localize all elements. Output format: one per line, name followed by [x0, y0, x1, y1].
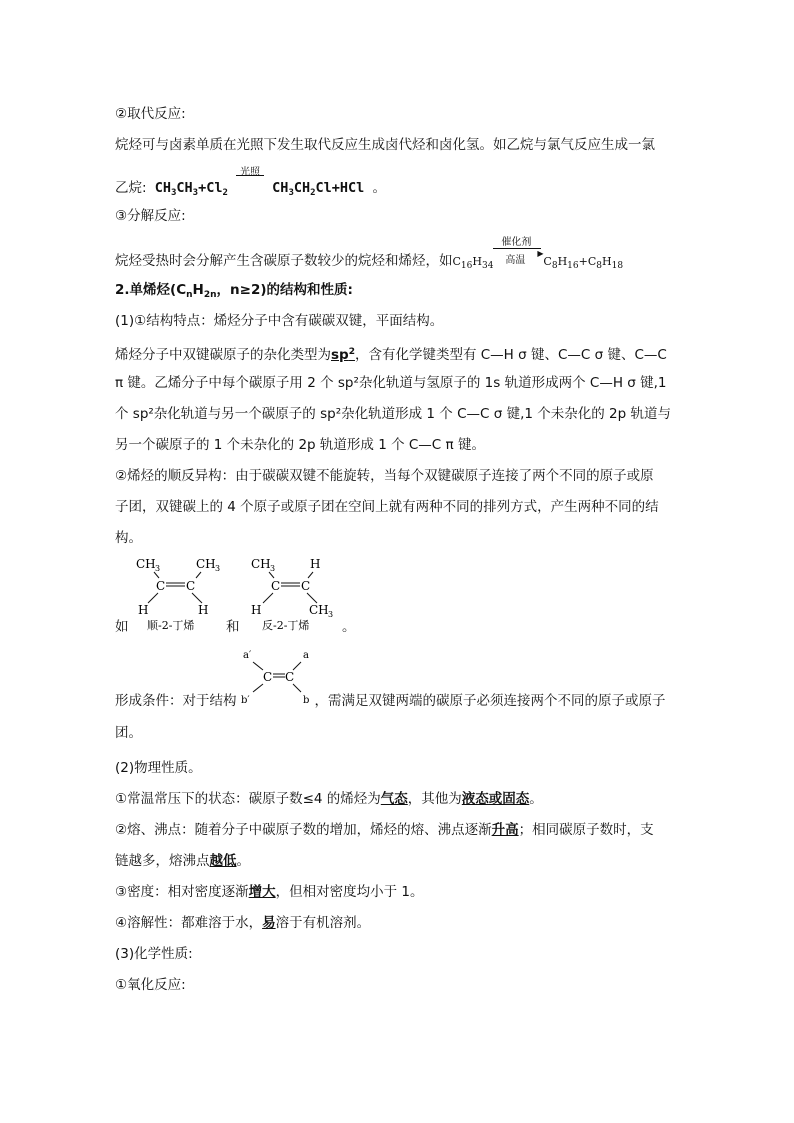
paragraph-line: π 键。乙烯分子中每个碳原子用 2 个 sp²杂化轨道与氢原子的 1s 轨道形成两个 C—H σ 键,1 — [115, 375, 667, 391]
paragraph-line: (1)①结构特点：烯烃分子中含有碳碳双键，平面结构。 — [115, 313, 444, 329]
section-title-alkenes: 2.单烯烃($C_nH_{2n}$，n≥2)的结构和性质: — [115, 282, 353, 300]
paragraph-line: 构。 — [115, 530, 142, 546]
trans-label: 反-2-丁烯 — [262, 619, 310, 632]
paragraph-line: 团。 — [115, 725, 142, 741]
period: 。 — [342, 619, 356, 635]
equation-cracking: 烷烃受热时会分解产生含碳原子数较少的烷烃和烯烃，如$C_{16}H_{34}$ 催化剂 ▶ 高温 $C_8H_{16}+C_8H_{18}$ — [115, 237, 624, 271]
paragraph-line: ②烯烃的顺反异构：由于碳碳双键不能旋转，当每个双键碳原子连接了两个不同的原子或原 — [115, 468, 654, 484]
section-title-chemical: (3)化学性质: — [115, 946, 193, 962]
paragraph-line: 烷烃可与卤素单质在光照下发生取代反应生成卤代烃和卤化氢。如乙烷与氯气反应生成一氯 — [115, 137, 655, 153]
paragraph-line: ④溶解性：都难溶于水，易溶于有机溶剂。 — [115, 915, 371, 931]
substituent-label: a — [303, 650, 309, 661]
ch3-group: CH — [309, 603, 329, 617]
paragraph-line: 子团，双键碳上的 4 个原子或原子团在空间上就有两种不同的排列方式，产生两种不同的结 — [115, 499, 659, 515]
carbon-atom: C — [156, 579, 166, 593]
substituent-label: a′ — [243, 650, 252, 661]
svg-text:3: 3 — [328, 610, 334, 619]
cis-label: 顺-2-丁烯 — [147, 619, 195, 632]
svg-text:3: 3 — [155, 564, 161, 573]
ru-label: 如 — [115, 619, 129, 635]
carbon-atom: C — [271, 579, 281, 593]
trans-2-butene-structure — [245, 553, 345, 635]
carbon-atom: C — [186, 579, 196, 593]
carbon-atom: C — [301, 579, 311, 593]
svg-text:3: 3 — [270, 564, 276, 573]
h-atom: H — [138, 603, 149, 617]
section-title-physical: (2)物理性质。 — [115, 760, 202, 776]
paragraph-line: ②熔、沸点：随着分子中碳原子数的增加，烯烃的熔、沸点逐渐升高；相同碳原子数时，支 — [115, 822, 654, 838]
paragraph-line: 个 sp²杂化轨道与另一个碳原子的 sp²杂化轨道形成 1 个 C—C σ 键,1 个未杂化的 2p 轨道与 — [115, 406, 671, 422]
paragraph-line: 链越多，熔沸点越低。 — [115, 853, 250, 869]
ch3-group: CH — [251, 557, 271, 571]
h-atom: H — [310, 557, 321, 571]
paragraph-line: 烯烃分子中双键碳原子的杂化类型为$sp^2$，含有化学键类型有 C—H σ 键、C—C σ 键、C—C — [115, 347, 667, 363]
section-title-substitution: ②取代反应: — [115, 106, 186, 122]
paragraph-line: 另一个碳原子的 1 个未杂化的 2p 轨道形成 1 个 C—C π 键。 — [115, 437, 485, 453]
h-atom: H — [198, 603, 209, 617]
he-label: 和 — [226, 619, 240, 635]
carbon-atom: C — [263, 670, 273, 684]
h-atom: H — [251, 603, 262, 617]
equation-chlorination: 乙烷: $CH_3CH_3+Cl_2$ 光照 $CH_3CH_2Cl+HCl$ 。 — [115, 167, 386, 198]
substituent-label: b′ — [241, 695, 250, 706]
reaction-arrow: 催化剂 ▶ 高温 — [493, 251, 543, 271]
paragraph-line: 形成条件：对于结构 ，需满足双键两端的碳原子必须连接两个不同的原子或原子 — [115, 693, 666, 709]
svg-text:3: 3 — [215, 564, 221, 573]
cis-2-butene-structure — [130, 553, 225, 635]
paragraph-line: ①常温常压下的状态：碳原子数≤4 的烯烃为气态，其他为液态或固态。 — [115, 791, 543, 807]
paragraph-line: ①氧化反应: — [115, 977, 186, 993]
substituent-label: b — [303, 695, 310, 706]
ch3-group: CH — [136, 557, 156, 571]
carbon-atom: C — [285, 670, 295, 684]
general-alkene-structure — [237, 645, 317, 713]
paragraph-line: ③密度：相对密度逐渐增大，但相对密度均小于 1。 — [115, 884, 424, 900]
reaction-arrow: 光照 — [236, 178, 264, 198]
ch3-group: CH — [196, 557, 216, 571]
section-title-decomposition: ③分解反应: — [115, 208, 186, 224]
